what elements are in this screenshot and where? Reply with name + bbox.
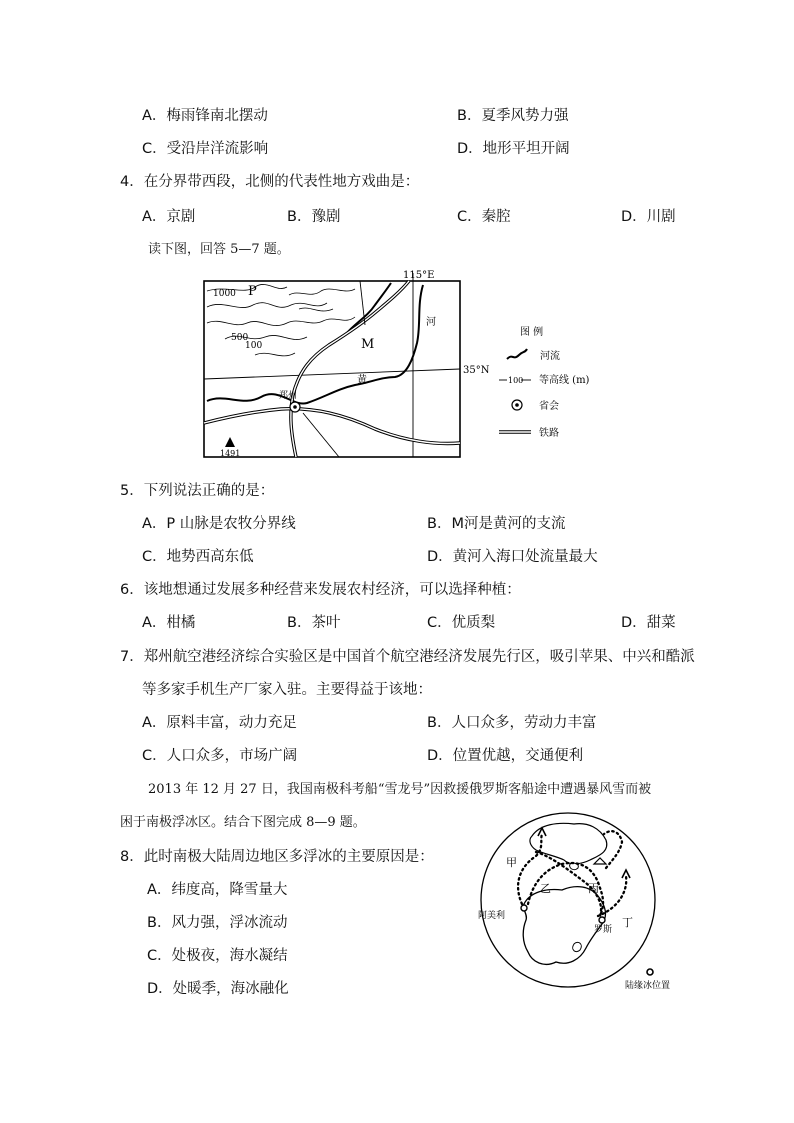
- q7-option-c: C．人口众多，市场广阔: [142, 748, 298, 764]
- legend-river-icon: [507, 349, 527, 359]
- ice-legend-icon: [647, 969, 653, 975]
- latitude-line: [204, 369, 460, 379]
- legend-capital-label: 省会: [539, 401, 559, 412]
- q3-option-b: B．夏季风势力强: [457, 108, 569, 124]
- q3-option-d: D．地形平坦开阔: [457, 141, 570, 157]
- q8-option-a: A．纬度高，降雪量大: [147, 882, 288, 898]
- q8-option-d: D．处暖季，海冰融化: [147, 981, 289, 997]
- q6-stem: 6．该地想通过发展多种经营来发展农村经济，可以选择种植：: [120, 582, 521, 598]
- antarctica-map: [470, 812, 680, 998]
- q7-option-d: D．位置优越，交通便利: [427, 748, 584, 764]
- legend-contour-label: 等高线 (m): [539, 375, 590, 386]
- q4-option-c: C．秦腔: [457, 209, 511, 225]
- q5-stem: 5．下列说法正确的是：: [120, 483, 275, 499]
- q7-option-a: A．原料丰富，动力充足: [142, 715, 297, 731]
- q7-stem-line2: 等多家手机生产厂家入驻。主要得益于该地：: [142, 682, 432, 698]
- peak-icon: [225, 437, 235, 447]
- zhengzhou-label: 郑州: [279, 391, 298, 401]
- m-river-label: M: [361, 337, 375, 352]
- contour-1000-label: 1000: [213, 289, 236, 299]
- yi-label: 乙: [540, 882, 551, 895]
- map-legend: [499, 325, 590, 439]
- q6-option-a: A．柑橘: [142, 615, 196, 631]
- intro-8-9-line1: 2013 年 12 月 27 日，我国南极科考船“雪龙号”因救援俄罗斯客船途中遭遇暴风雪而被: [148, 782, 652, 797]
- m-river: [345, 283, 391, 335]
- q4-option-d: D．川剧: [621, 209, 676, 225]
- river-he-label: 河: [426, 317, 436, 328]
- q5-option-b: B．M河是黄河的支流: [427, 516, 566, 532]
- q8-option-c: C．处极夜，海水凝结: [147, 948, 288, 964]
- q5-option-d: D．黄河入海口处流量最大: [427, 549, 598, 565]
- q4-option-a: A．京剧: [142, 209, 196, 225]
- longitude-label: 115°E: [403, 270, 435, 281]
- ameili-label: 阿美利: [478, 911, 506, 921]
- ding-label: 丁: [622, 916, 633, 929]
- q8-option-b: B．风力强，浮冰流动: [147, 915, 288, 931]
- jia-label: 甲: [506, 856, 517, 869]
- q4-option-b: B．豫剧: [287, 209, 341, 225]
- ross-station-icon: [599, 917, 605, 923]
- ameili-station-icon: [521, 905, 527, 911]
- peak-label: 1491: [220, 449, 241, 458]
- q6-option-c: C．优质梨: [427, 615, 496, 631]
- q6-option-d: D．甜菜: [621, 615, 676, 631]
- latitude-label: 35°N: [463, 365, 490, 376]
- intro-5-7: 读下图，回答 5—7 题。: [148, 242, 290, 257]
- q4-stem: 4．在分界带西段，北侧的代表性地方戏曲是：: [120, 174, 420, 190]
- q7-stem-line1: 7．郑州航空港经济综合实验区是中国首个航空港经济发展先行区，吸引苹果、中兴和酷派: [120, 649, 695, 665]
- contour-500-label: 500: [231, 333, 249, 343]
- q5-option-c: C．地势西高东低: [142, 549, 254, 565]
- q5-option-a: A．P 山脉是农牧分界线: [142, 516, 296, 532]
- q3-option-c: C．受沿岸洋流影响: [142, 141, 269, 157]
- yellow-river: [207, 285, 423, 404]
- river-huang-label: 黄: [357, 375, 367, 386]
- legend-contour-sample: 100: [508, 376, 524, 385]
- q6-option-b: B．茶叶: [287, 615, 341, 631]
- bing-label: 丙: [588, 882, 599, 895]
- legend-title: 图 例: [520, 327, 544, 338]
- intro-8-9-line2: 困于南极浮冰区。结合下图完成 8—9 题。: [120, 815, 366, 830]
- contour-100-label: 100: [245, 341, 263, 351]
- zhengzhou-map: [195, 265, 595, 465]
- q7-option-b: B．人口众多，劳动力丰富: [427, 715, 597, 731]
- ross-label: 罗斯: [594, 925, 613, 935]
- q3-option-a: A．梅雨锋南北摆动: [142, 108, 268, 124]
- legend-river-label: 河流: [540, 351, 560, 362]
- ice-legend-label: 陆缘冰位置: [625, 981, 671, 991]
- legend-railway-label: 铁路: [539, 428, 559, 439]
- q8-stem: 8．此时南极大陆周边地区多浮冰的主要原因是：: [120, 849, 434, 865]
- p-mountain-label: P: [248, 284, 257, 299]
